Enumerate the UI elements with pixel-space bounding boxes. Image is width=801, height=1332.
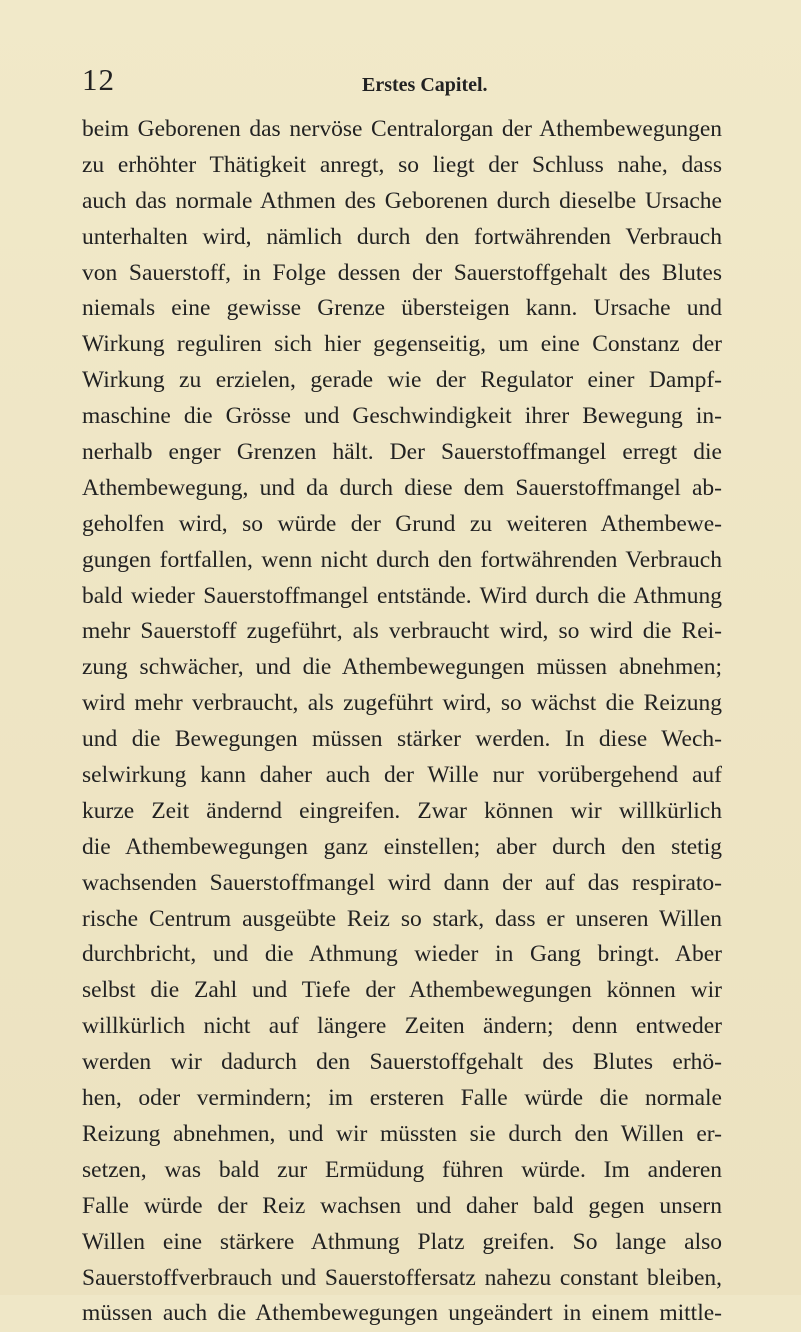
body-text bbox=[82, 112, 722, 1332]
text-line: Wirkung reguliren sich hier gegenseitig, um eine Constanz der bbox=[82, 331, 722, 358]
text-line: kurze Zeit ändernd eingreifen. Zwar können wir willkürlich bbox=[82, 797, 722, 824]
text-line: durchbricht, und die Athmung wieder in Gang bringt. Aber bbox=[82, 941, 722, 968]
text-line: geholfen wird, so würde der Grund zu weiteren Athembewe- bbox=[82, 510, 722, 537]
text-line: nerhalb enger Grenzen hält. Der Sauerstoffmangel erregt die bbox=[82, 439, 722, 466]
text-line: mehr Sauerstoff zugeführt, als verbraucht wird, so wird die Rei- bbox=[82, 618, 722, 645]
page-number: 12 bbox=[82, 62, 115, 97]
text-line: niemals eine gewisse Grenze übersteigen kann. Ursache und bbox=[82, 295, 722, 322]
text-line: zu erhöhter Thätigkeit anregt, so liegt der Schluss nahe, dass bbox=[82, 151, 722, 178]
text-line: bald wieder Sauerstoffmangel entstände. Wird durch die Athmung bbox=[82, 582, 722, 609]
text-line: zung schwächer, und die Athembewegungen müssen abnehmen; bbox=[82, 654, 722, 681]
text-line: Athembewegung, und da durch diese dem Sauerstoffmangel ab- bbox=[82, 474, 722, 501]
text-line: von Sauerstoff, in Folge dessen der Sauerstoffgehalt des Blutes bbox=[82, 259, 722, 286]
text-line: rische Centrum ausgeübte Reiz so stark, dass er unseren Willen bbox=[82, 905, 722, 932]
text-line: willkürlich nicht auf längere Zeiten ändern; denn entweder bbox=[82, 1013, 722, 1040]
running-head: Erstes Capitel. bbox=[362, 74, 488, 96]
page-header bbox=[82, 62, 722, 102]
text-line: auch das normale Athmen des Geborenen durch dieselbe Ursache bbox=[82, 187, 722, 214]
text-line: gungen fortfallen, wenn nicht durch den fortwährenden Verbrauch bbox=[82, 546, 722, 573]
text-line: hen, oder vermindern; im ersteren Falle würde die normale bbox=[82, 1085, 722, 1112]
text-line: setzen, was bald zur Ermüdung führen würde. Im anderen bbox=[82, 1156, 722, 1183]
text-line: und die Bewegungen müssen stärker werden. In diese Wech- bbox=[82, 726, 722, 753]
text-line: maschine die Grösse und Geschwindigkeit ihrer Bewegung in- bbox=[82, 403, 722, 430]
text-line: wird mehr verbraucht, als zugeführt wird, so wächst die Reizung bbox=[82, 690, 722, 717]
text-line: Willen eine stärkere Athmung Platz greifen. So lange also bbox=[82, 1228, 722, 1255]
text-line: müssen auch die Athembewegungen ungeändert in einem mittle- bbox=[82, 1300, 722, 1327]
text-line: beim Geborenen das nervöse Centralorgan der Athembewegungen bbox=[82, 116, 722, 142]
text-line: Reizung abnehmen, und wir müssten sie durch den Willen er- bbox=[82, 1120, 722, 1147]
text-line: unterhalten wird, nämlich durch den fortwährenden Verbrauch bbox=[82, 223, 722, 250]
text-line: selbst die Zahl und Tiefe der Athembewegungen können wir bbox=[82, 977, 722, 1004]
text-line: die Athembewegungen ganz einstellen; aber durch den stetig bbox=[82, 833, 722, 860]
text-line: Falle würde der Reiz wachsen und daher bald gegen unsern bbox=[82, 1192, 722, 1219]
text-line: werden wir dadurch den Sauerstoffgehalt des Blutes erhö- bbox=[82, 1049, 722, 1076]
text-line: wachsenden Sauerstoffmangel wird dann der auf das respirato- bbox=[82, 869, 722, 896]
text-line: Sauerstoffverbrauch und Sauerstoffersatz nahezu constant bleiben, bbox=[82, 1264, 722, 1291]
text-line: Wirkung zu erzielen, gerade wie der Regulator einer Dampf- bbox=[82, 367, 722, 394]
text-line: selwirkung kann daher auch der Wille nur vorübergehend auf bbox=[82, 762, 722, 789]
